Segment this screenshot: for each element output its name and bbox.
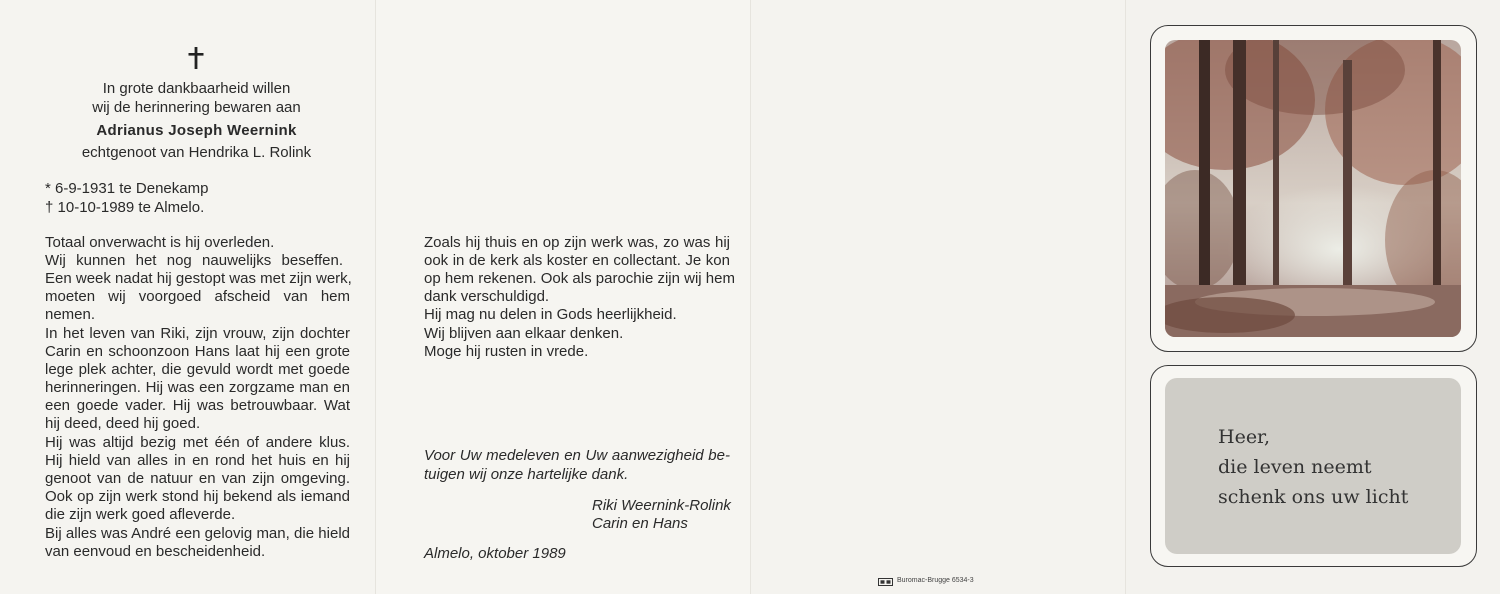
body-line: die zijn werk goed afleverde. — [45, 506, 236, 523]
body-line: een goede vader. Hij was betrouwbaar. Wat — [45, 397, 350, 414]
body-line: herinneringen. Hij was een zorgzame man en — [45, 379, 350, 396]
spouse-line: echtgenoot van Hendrika L. Rolink — [81, 144, 312, 161]
printer-imprint: Buromac-Brugge 6534-3 — [897, 577, 974, 584]
body-line: ook in de kerk als koster en collectant. Je kon — [424, 252, 730, 269]
body-line: van eenvoud en bescheidenheid. — [45, 543, 266, 560]
panel-blank — [750, 0, 1125, 594]
signature-line: Carin en Hans — [592, 515, 688, 532]
signature-line: Riki Weernink-Rolink — [592, 497, 731, 514]
thanks-line: tuigen wij onze hartelijke dank. — [424, 466, 629, 483]
body-line: hij deed, deed hij goed. — [45, 415, 201, 432]
body-line: genoot van de natuur en van zijn omgeving. — [45, 470, 350, 487]
body-line: Ook op zijn werk stond hij bekend als iemand — [45, 488, 350, 505]
fold-line — [1125, 0, 1126, 594]
death-line: † 10-10-1989 te Almelo. — [45, 199, 205, 216]
deceased-name: Adrianus Joseph Weernink — [96, 122, 297, 139]
prayer-line: Heer, — [1218, 426, 1271, 448]
body-line: Een week nadat hij gestopt was met zijn werk, — [45, 270, 352, 287]
prayer-line: die leven neemt — [1218, 456, 1372, 478]
body-line: Carin en schoonzoon Hans laat hij een grote — [45, 343, 350, 360]
prayer-line: schenk ons uw licht — [1218, 486, 1409, 508]
thanks-line: Voor Uw medeleven en Uw aanwezigheid be- — [424, 447, 730, 464]
intro-line: wij de herinnering bewaren aan — [92, 99, 301, 116]
cross-icon — [186, 46, 206, 70]
body-line: In het leven van Riki, zijn vrouw, zijn dochter — [45, 325, 350, 342]
body-line: dank verschuldigd. — [424, 288, 550, 305]
body-line: Wij kunnen het nog nauwelijks beseffen. — [45, 252, 343, 269]
place-date: Almelo, oktober 1989 — [424, 545, 566, 562]
body-line: op hem rekenen. Ook als parochie zijn wij hem — [424, 270, 735, 287]
printer-logo-icon — [878, 578, 893, 586]
body-line: Bij alles was André een gelovig man, die hield — [45, 525, 350, 542]
body-line: Wij blijven aan elkaar denken. — [424, 325, 624, 342]
body-line: Hij was altijd bezig met één of andere klus. — [45, 434, 350, 451]
intro-line: In grote dankbaarheid willen — [102, 80, 291, 97]
body-line: Moge hij rusten in vrede. — [424, 343, 589, 360]
body-line: Hij hield van alles in en rond het huis en hij — [45, 452, 350, 469]
body-line: Zoals hij thuis en op zijn werk was, zo was hij — [424, 234, 730, 251]
body-line: lege plek achter, die gevuld wordt met goede — [45, 361, 350, 378]
body-line: nemen. — [45, 306, 96, 323]
body-line: Hij mag nu delen in Gods heerlijkheid. — [424, 306, 677, 323]
birth-line: * 6-9-1931 te Denekamp — [45, 180, 209, 197]
fold-line — [750, 0, 751, 594]
autumn-forest-photo — [1165, 40, 1461, 337]
body-line: moeten wij voorgoed afscheid van hem — [45, 288, 350, 305]
body-line: Totaal onverwacht is hij overleden. — [45, 234, 275, 251]
